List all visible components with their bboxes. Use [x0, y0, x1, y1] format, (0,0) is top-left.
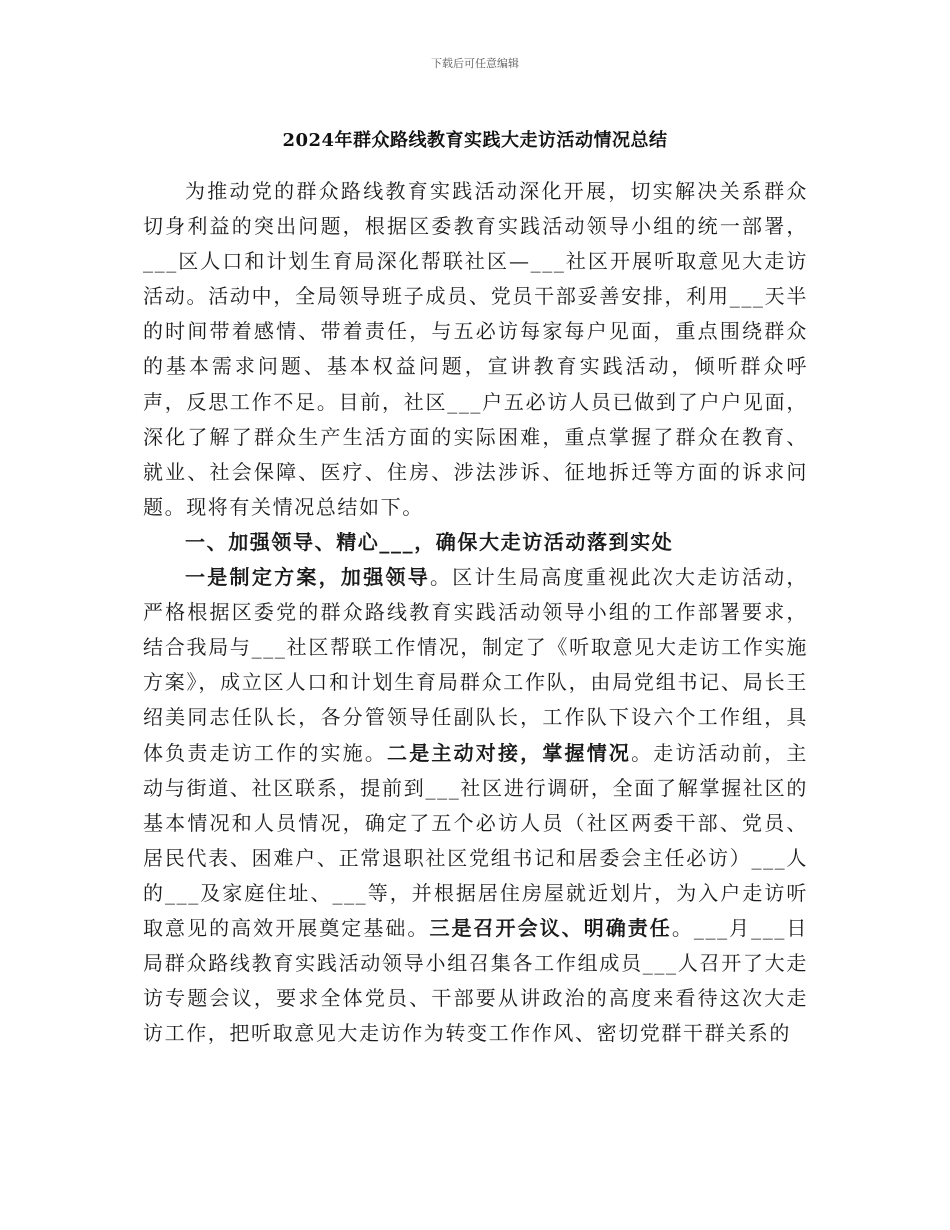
- header-note: 下载后可任意编辑: [431, 57, 519, 70]
- section-paragraph: [143, 560, 808, 1051]
- point3-lead: 三是召开会议、明确责任: [429, 915, 672, 940]
- point1-text: 。区计生局高度重视此次大走访活动，严格根据区委党的群众路线教育实践活动领导小组的工作部署要求，结合我局与___社区帮联工作情况，制定了《听取意见大走访工作实施方案》，成立区人口和计划生育局群众工作队，由局党组书记、局长王绍美同志任队长，各分管领导任副队长，工作队下设六个工作组，具体负责走访工作的实施。: [143, 565, 808, 765]
- point3-text: 。___月___日局群众路线教育实践活动领导小组召集各工作组成员___人召开了大走访专题会议，要求全体党员、干部要从讲政治的高度来看待这次大走访工作，把听取意见大走访作为转变工作作风、密切党群干群关系的: [143, 915, 808, 1046]
- point1-lead: 一是制定方案，加强领导: [185, 565, 431, 590]
- document-body: [143, 174, 808, 1051]
- intro-paragraph: 为推动党的群众路线教育实践活动深化开展，切实解决关系群众切身利益的突出问题，根据区委教育实践活动领导小组的统一部署，___区人口和计划生育局深化帮联社区—___社区开展听取意见大走访活动。活动中，全局领导班子成员、党员干部妥善安排，利用___天半的时间带着感情、带着责任，与五必访每家每户见面，重点围绕群众的基本需求问题、基本权益问题，宣讲教育实践活动，倾听群众呼声，反思工作不足。目前，社区___户五必访人员已做到了户户见面，深化了解了群众生产生活方面的实际困难，重点掌握了群众在教育、就业、社会保障、医疗、住房、涉法涉诉、征地拆迁等方面的诉求问题。现将有关情况总结如下。: [143, 179, 808, 519]
- section-heading: 一、加强领导、精心___，确保大走访活动落到实处: [185, 529, 674, 554]
- point2-lead: 二是主动对接，掌握情况: [387, 740, 632, 765]
- point2-text: 。走访活动前，主动与街道、社区联系，提前到___社区进行调研，全面了解掌握社区的基本情况和人员情况，确定了五个必访人员（社区两委干部、党员、居民代表、困难户、正常退职社区党组书记和居委会主任必访）___人的___及家庭住址、___等，并根据居住房屋就近划片，为入户走访听取意见的高效开展奠定基础。: [143, 740, 808, 940]
- document-title: 2024年群众路线教育实践大走访活动情况总结: [282, 130, 668, 151]
